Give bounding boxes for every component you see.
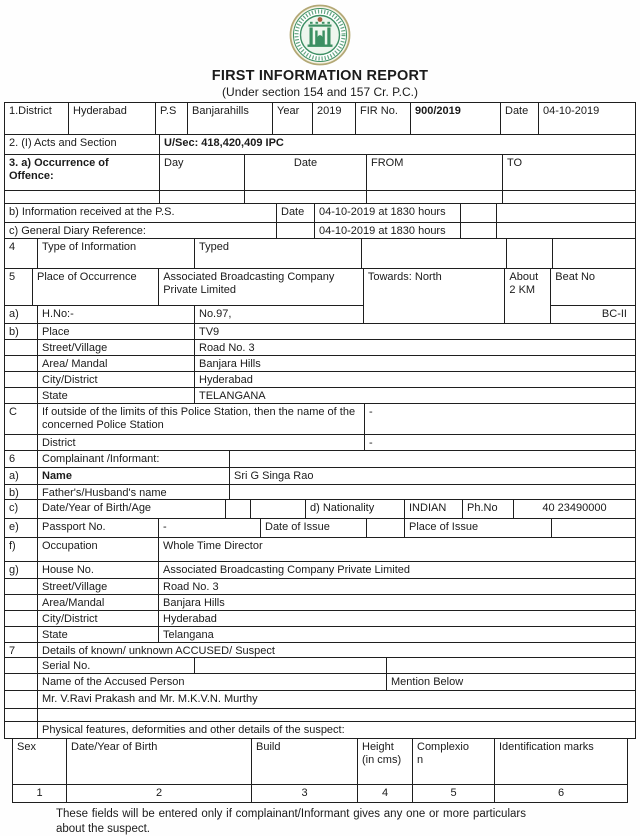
table-row [5,204,635,223]
table-row [5,223,635,239]
table-row [5,269,363,306]
table-cell: - [369,406,373,418]
table-cell: c) [5,500,38,518]
table-cell [497,204,635,222]
table-cell: Identification marks [499,741,594,753]
table-cell: a) [5,468,38,484]
table-row [13,785,627,802]
table-cell: b) [5,324,38,339]
table-cell [277,223,315,238]
table-cell: b) [5,485,38,499]
table-cell: Date [277,204,315,222]
table-row [5,722,635,738]
table-cell: Date/Year of Birth [67,739,252,784]
footer-note: These fields will be entered only if complainant/Informant gives any one or more particulars about the suspect. [56,808,526,835]
table-row [5,451,635,468]
table-row [5,269,635,324]
table-cell: 5 [5,269,33,305]
table-row [5,404,635,435]
table-row [5,500,635,519]
table-row [5,627,635,643]
table-cell [5,191,160,203]
table-cell: 1 [13,785,67,802]
table-row [551,306,635,323]
table-cell [5,674,38,690]
table-cell: FIR No. [356,103,411,134]
table-cell: Complexion [413,739,495,784]
table-cell [5,388,38,403]
table-cell: Occupation [38,538,159,561]
table-cell [5,435,38,450]
table-cell: Height (in cms) [358,739,413,784]
table-row [5,191,635,204]
table-cell: 6 [557,787,565,799]
table-cell: Place of Occurrence [33,269,159,305]
table-cell [387,658,635,673]
cell-group [551,269,635,323]
table-row [5,485,635,500]
table-row [5,103,635,135]
table-row [5,691,635,709]
table-row [5,658,635,674]
table-row [5,372,635,388]
table-cell: 2. (I) Acts and Section [5,135,160,154]
table-cell: Associated Broadcasting Company Private Limited [163,271,335,297]
table-cell: Hyderabad [69,103,156,134]
table-cell: 1.District [5,103,69,134]
table-cell: Beat No [555,271,596,283]
table-cell [5,722,38,738]
table-cell: Type of Information [38,239,195,268]
table-cell: Date of Issue [261,519,367,537]
table-cell [552,519,635,537]
table-cell [5,691,38,708]
table-cell: Place [38,324,195,339]
table-cell: P.S [156,103,188,134]
table-cell: Father's/Husband's name [38,485,230,499]
table-cell: 900/2019 [411,103,501,134]
document-header [0,0,640,99]
table-cell: Name [38,468,230,484]
table-cell: Banjarahills [188,103,273,134]
table-cell [38,709,635,721]
table-row [5,306,363,323]
table-row [5,579,635,595]
table-cell: 7 [5,643,38,657]
table-cell: Road No. 3 [163,581,219,593]
table-cell [5,595,38,610]
table-cell [497,223,635,238]
table-cell: City/District [38,372,195,387]
table-cell: District [38,435,365,450]
table-row [5,239,635,269]
table-cell: g) [5,562,38,578]
table-cell: e) [5,519,38,537]
table-cell: 4 [5,239,38,268]
table-cell: About 2 KM [505,269,551,323]
table-cell: d) Nationality [306,500,405,518]
table-cell [245,191,367,203]
table-row [5,135,635,155]
page-title: FIRST INFORMATION REPORT [211,68,429,84]
table-cell: Typed [195,239,362,268]
table-cell: Complainant /Informant: [38,451,230,467]
telangana-emblem-icon [289,4,351,66]
table-cell: - [369,437,373,449]
table-cell: Name of the Accused Person [38,674,387,690]
page-subtitle: (Under section 154 and 157 Cr. P.C.) [222,85,418,99]
table-cell [230,485,635,499]
table-cell: Banjara Hills [163,597,225,609]
table-cell: Physical features, deformities and other details of the suspect: [42,724,345,736]
table-row [5,562,635,579]
table-cell: Mention Below [391,676,464,688]
table-cell: H.No:- [38,306,195,323]
table-cell: Date [501,103,539,134]
table-cell: Year [273,103,313,134]
table-cell: f) [5,538,38,561]
table-cell: 6 [5,451,38,467]
table-cell: a) [5,306,38,323]
table-cell: TV9 [199,326,220,338]
table-row [5,674,635,691]
table-cell [5,611,38,626]
table-cell [160,191,245,203]
table-row [5,155,635,191]
table-row [5,340,635,356]
table-cell: Sex [13,739,67,784]
table-cell: Street/Village [38,340,195,355]
table-cell [5,579,38,594]
table-cell: Ph.No [463,500,514,518]
table-cell: 5 [413,785,495,802]
table-row [5,388,635,404]
fir-main-table [4,102,636,739]
table-cell: Street/Village [38,579,159,594]
table-cell: Place of Issue [405,519,552,537]
table-cell: Details of known/ unknown ACCUSED/ Suspect [42,645,275,657]
table-cell: Date/Year of Birth/Age [38,500,226,518]
table-cell: 2019 [313,103,356,134]
table-cell: C [5,404,38,434]
table-row [5,519,635,538]
table-cell: Area/ Mandal [38,356,195,371]
table-cell: 40 23490000 [542,502,607,514]
table-row [5,611,635,627]
table-cell: 4 [358,785,413,802]
table-cell: TO [507,157,523,169]
table-row [13,739,627,785]
table-cell: TELANGANA [199,390,266,402]
table-cell: Date [245,155,367,190]
table-cell: Sri G Singa Rao [234,470,314,482]
table-cell: Road No. 3 [199,342,255,354]
table-cell: INDIAN [405,500,463,518]
table-cell: Associated Broadcasting Company Private Limited [163,564,411,576]
suspect-details-table [12,739,628,803]
table-cell [5,340,38,355]
table-cell: House No. [38,562,159,578]
table-cell: 04-10-2019 [543,105,600,117]
table-cell [230,451,635,467]
table-cell [5,658,38,673]
table-cell: Banjara Hills [199,358,261,370]
table-cell: Area/Mandal [38,595,159,610]
table-row [551,269,635,306]
table-cell: If outside of the limits of this Police Station, then the name of the concerned Police Station [38,404,365,434]
table-cell [367,191,503,203]
table-cell [553,239,635,268]
table-row [5,356,635,372]
table-cell: 3 [252,785,358,802]
table-cell: Hyderabad [163,613,217,625]
table-cell [226,500,251,518]
table-cell [367,519,405,537]
table-cell: State [38,627,159,642]
table-cell: 2 [67,785,252,802]
table-cell: Telangana [163,629,214,641]
table-cell: - [159,519,261,537]
table-cell [461,204,497,222]
table-cell [5,709,38,721]
table-cell [195,658,387,673]
table-cell: Passport No. [38,519,159,537]
table-cell: Build [252,739,358,784]
table-cell: c) General Diary Reference: [5,223,277,238]
table-cell [461,223,497,238]
table-cell: BC-II [601,308,627,320]
table-cell: 04-10-2019 at 1830 hours [315,223,461,238]
table-cell: Mr. V.Ravi Prakash and Mr. M.K.V.N. Murthy [42,693,258,705]
table-cell: Towards: North [364,269,506,323]
table-cell: FROM [367,155,503,190]
table-row [5,468,635,485]
table-row [5,538,635,562]
table-cell [251,500,306,518]
table-row [5,643,635,658]
table-cell [5,356,38,371]
table-cell: 3. a) Occurrence of Offence: [5,155,160,190]
table-cell: Hyderabad [199,374,253,386]
table-cell: City/District [38,611,159,626]
table-row [5,595,635,611]
table-row [5,324,635,340]
table-cell: b) Information received at the P.S. [5,204,277,222]
table-row [5,709,635,722]
table-cell: Whole Time Director [163,540,263,552]
table-cell [507,239,553,268]
table-cell: Serial No. [38,658,195,673]
table-cell [362,239,507,268]
table-cell: Day [160,155,245,190]
table-cell: No.97, [199,308,232,320]
table-cell: U/Sec: 418,420,409 IPC [164,137,284,149]
table-cell [5,627,38,642]
table-cell: 04-10-2019 at 1830 hours [315,204,461,222]
table-row [5,435,635,451]
table-cell [5,372,38,387]
table-cell: State [38,388,195,403]
table-cell [503,191,635,203]
cell-group [5,269,364,323]
